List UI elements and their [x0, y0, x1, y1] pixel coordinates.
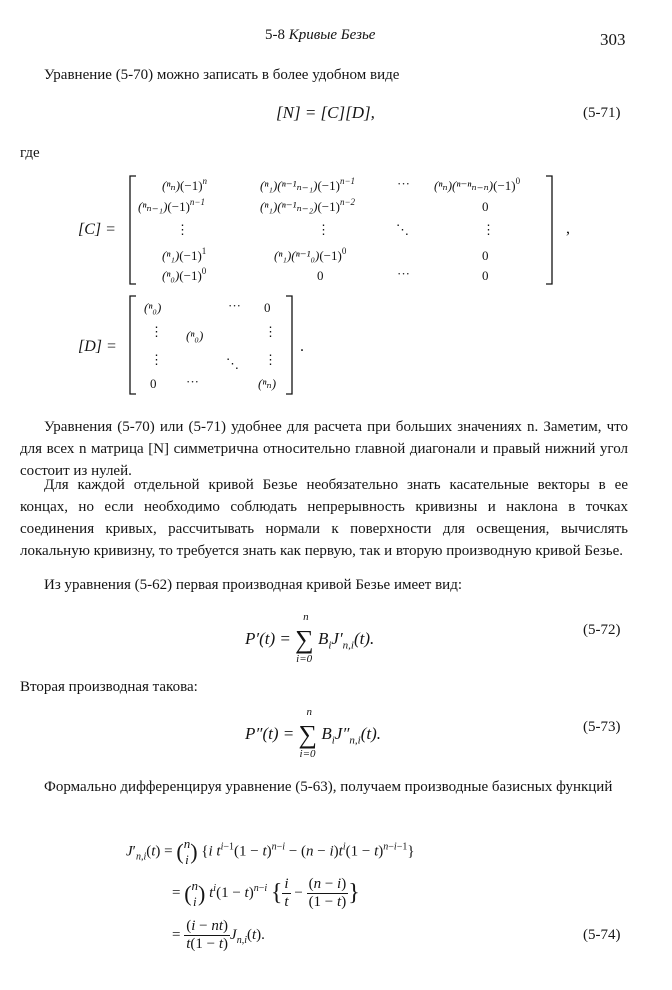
- matrix-c-cell-1-1: $(^n_n)(-1)^n$: [162, 176, 208, 193]
- matrix-c: [124, 168, 568, 292]
- paragraph-3: Для каждой отдельной кривой Безье необязательно знать касательные векторы в ее концах, но если необходимо соблюдать непрерывность кривизны и наклона в точках соединения кривых, рассчитывать нормали к поверхности для освещения, вычислять локальную кривизну, то требуется знать как первую, так и вторую производную кривой Безье.: [20, 477, 628, 559]
- equation-5-74-line-1: $J'_{n,i}(t)$ = ( n i ) {i $t^{i-1}(1 - t)^{n-i} - (n - i)t^i(1 - t)^{n-i-1}$}: [126, 836, 415, 867]
- matrix-d-cell-2-4: ⋮: [264, 324, 277, 339]
- matrix-c-cell-1-3: ···: [397, 176, 410, 191]
- running-header: [265, 27, 375, 44]
- matrix-d-cell-2-1: ⋮: [150, 324, 163, 339]
- matrix-d-cell-4-1: 0: [150, 376, 157, 391]
- matrix-c-cell-3-4: ⋮: [482, 222, 495, 237]
- matrix-d-cell-4-4: (ⁿₙ): [258, 376, 277, 391]
- matrix-d-trailing-period: .: [300, 338, 304, 355]
- paragraph-2: Уравнения (5-70) или (5-71) удобнее для расчета при больших значениях n. Заметим, что для всех n матрица [N] симметрична относительно главной диагонали и правый нижний угол состоит из нулей.: [20, 419, 628, 479]
- equation-5-71: [276, 103, 375, 123]
- matrix-c-cell-5-1: $(^n_0)(-1)^0$: [162, 266, 207, 283]
- matrix-d-cell-1-3: ···: [228, 298, 241, 313]
- section-number: 5-8: [265, 27, 285, 43]
- paragraph-4: Из уравнения (5-62) первая производная кривой Безье имеет вид:: [44, 577, 462, 593]
- matrix-c-cell-3-2: ⋮: [317, 222, 330, 237]
- paragraph-1: Уравнение (5-70) можно записать в более удобном виде: [44, 67, 400, 83]
- equation-5-72-number: (5-72): [583, 622, 621, 638]
- matrix-c-trailing-comma: ,: [566, 220, 570, 237]
- matrix-c-cell-3-1: ⋮: [176, 222, 189, 237]
- matrix-d-cell-3-3: ⋱: [226, 356, 239, 371]
- matrix-c-cell-4-4: 0: [482, 248, 489, 263]
- matrix-c-cell-1-2: $(^n_1)(^{n-1}_{n-1})(-1)^{n-1}$: [260, 176, 356, 193]
- matrix-c-cell-5-2: 0: [317, 268, 324, 283]
- matrix-d-left-bracket: [130, 296, 136, 394]
- matrix-c-label: [C] =: [78, 221, 116, 238]
- matrix-d: [124, 292, 304, 400]
- matrix-d-cell-2-2: (ⁿ₀): [186, 328, 204, 343]
- equation-5-74-line-2: = ( n i ) $t^i(1 - t)^{n-i}$ { $\frac{i}{t}$ − $\frac{(n - i)}{(1 - t)}$ }: [172, 876, 360, 910]
- where-label: где: [20, 145, 40, 161]
- matrix-c-cell-2-4: 0: [482, 199, 489, 214]
- equation-5-71-formula: [N] = [C][D],: [276, 103, 375, 122]
- matrix-c-cell-1-4: $(^n_n)(^{n-n}_{n-n})(-1)^0$: [434, 176, 521, 193]
- matrix-d-label: [D] =: [78, 338, 117, 355]
- matrix-d-cell-3-1: ⋮: [150, 352, 163, 367]
- paragraph-5: Вторая производная такова:: [20, 679, 198, 695]
- matrix-c-cell-4-2: $(^n_1)(^{n-1}_0)(-1)^0$: [274, 246, 347, 263]
- section-title: Кривые Безье: [288, 27, 376, 43]
- matrix-d-right-bracket: [286, 296, 292, 394]
- matrix-c-cell-5-3: ···: [397, 266, 410, 281]
- matrix-c-cell-2-1: $(^n_{n-1})(-1)^{n-1}$: [138, 197, 205, 214]
- matrix-c-cell-4-1: $(^n_1)(-1)^1$: [162, 246, 207, 263]
- matrix-c-cell-2-2: $(^n_1)(^{n-1}_{n-2})(-1)^{n-2}$: [260, 197, 356, 214]
- matrix-c-cell-5-4: 0: [482, 268, 489, 283]
- equation-5-72: P′(t) = ∑ n i=0 $B_iJ'_{n,i}(t)$.: [245, 611, 375, 665]
- page-number: 303: [600, 30, 626, 49]
- matrix-d-cell-4-2: ···: [186, 374, 199, 389]
- matrix-c-cell-3-3: ⋱: [396, 222, 409, 237]
- equation-5-74-line-3: = $\frac{(i - nt)}{t(1 - t)}$ $J_{n,i}(t)$.: [172, 918, 265, 952]
- equation-5-74-number: (5-74): [583, 927, 621, 943]
- matrix-c-left-bracket: [130, 176, 136, 284]
- matrix-d-cell-1-1: (ⁿ₀): [144, 300, 162, 315]
- equation-5-71-number: (5-71): [583, 105, 621, 121]
- matrix-d-cell-3-4: ⋮: [264, 352, 277, 367]
- equation-5-73: P″(t) = ∑ n i=0 $B_iJ''_{n,i}(t)$.: [245, 706, 382, 760]
- paragraph-6: Формально дифференцируя уравнение (5-63), получаем производные базисных функций: [44, 779, 613, 795]
- matrix-c-right-bracket: [546, 176, 552, 284]
- equation-5-73-number: (5-73): [583, 719, 621, 735]
- matrix-d-cell-1-4: 0: [264, 300, 271, 315]
